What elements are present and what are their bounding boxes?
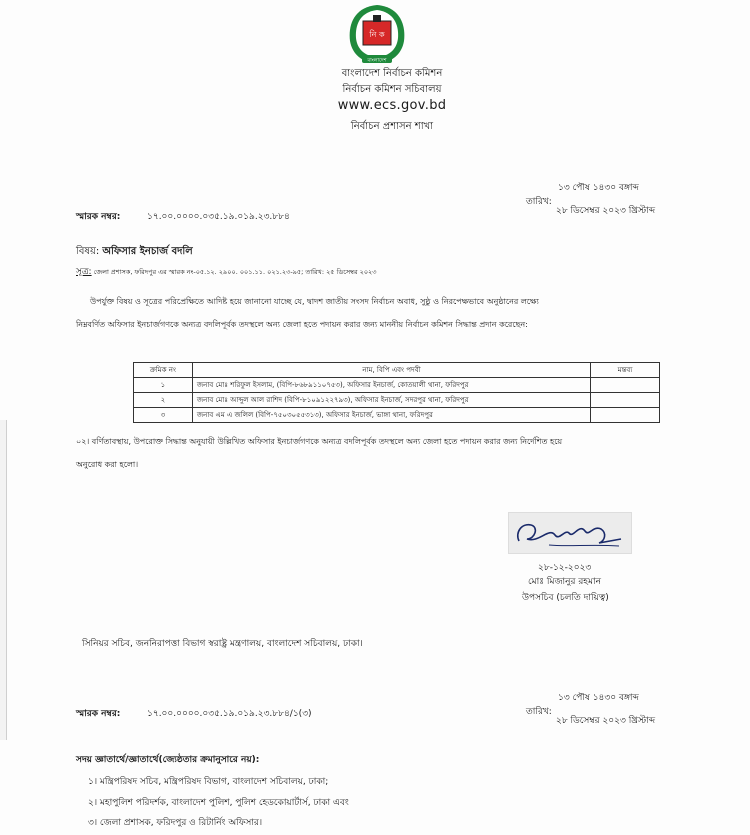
- signature-date: ২৮-১২-২০২৩: [538, 563, 592, 573]
- subject-label: বিষয়:: [76, 246, 100, 257]
- logo-ribbon: বাংলাদেশ: [367, 57, 387, 64]
- column-header-remarks: মন্তব্য: [591, 363, 660, 378]
- cell-name: জনাব মোঃ শরিফুল ইসলাম, (বিপি-৮৬৮৯১১০৭৫৩), অফিসার ইনচার্জ, কোতয়ালী থানা, ফরিদপুর: [192, 378, 590, 393]
- memo-label-2: স্মারক নম্বর:: [76, 709, 121, 719]
- cell-serial: ২: [134, 393, 193, 408]
- scan-left-edge: [0, 420, 7, 740]
- paragraph-2-line-1: ০২। বর্ণিতাবস্থায়, উপরোক্ত সিদ্ধান্ত অনুযায়ী উল্লিখিত অফিসার ইনচার্জগণকে অন্যত্র বদলিপূর্বক তদস্থলে অন্য জেলা হতে পদায়ন করার জন্য নির্দেশিত হয়ে: [76, 437, 563, 446]
- memo-number-2: ১৭.০০.০০০০.০৩৫.১৯.০১৯.২৩.৮৮৪/১(৩): [147, 709, 312, 719]
- table-row: [134, 408, 660, 423]
- branch-name: নির্বাচন প্রশাসন শাখা: [350, 121, 434, 132]
- date-label-2: তারিখ:: [526, 707, 552, 717]
- table-row: [134, 378, 660, 393]
- paragraph-1-line-1: উপর্যুক্ত বিষয় ও সূত্রের পরিপ্রেক্ষিতে আদিষ্ট হয়ে জানানো যাচ্ছে যে, দ্বাদশ জাতীয় সংসদ নির্বাচন অবাধ, সুষ্ঠু ও নিরপেক্ষভাবে অনুষ্ঠানের লক্ষ্যে: [90, 297, 539, 306]
- copy-to-item: ১। মন্ত্রিপরিষদ সচিব, মন্ত্রিপরিষদ বিভাগ, বাংলাদেশ সচিবালয়, ঢাকা;: [88, 777, 329, 787]
- date-english-1: ২৮ ডিসেম্বর ২০২৩ খ্রিস্টাব্দ: [556, 206, 656, 216]
- logo-initials: নি ক: [369, 30, 385, 39]
- table-row: [134, 393, 660, 408]
- date-bangla-2: ১৩ পৌষ ১৪৩০ বঙ্গাব্দ: [558, 693, 639, 703]
- column-header-serial: ক্রমিক নং: [134, 363, 193, 378]
- cell-remarks: [591, 408, 660, 423]
- copy-to-item: ৩। জেলা প্রশাসক, ফরিদপুর ও রিটার্নিং অফিসার।: [88, 818, 263, 828]
- officer-transfer-table: [133, 362, 660, 423]
- cell-name: জনাব মোঃ আব্দুল আল রাশিদ (বিপি-৮১০৯১২২৭৯৩), অফিসার ইনচার্জ, সদরপুর থানা, ফরিদপুর: [192, 393, 590, 408]
- table-header-row: [134, 363, 660, 378]
- website-link[interactable]: www.ecs.gov.bd: [337, 98, 447, 113]
- cell-serial: ৩: [134, 408, 193, 423]
- cell-serial: ১: [134, 378, 193, 393]
- election-commission-logo: [346, 3, 408, 67]
- column-header-name: নাম, বিপি এবং পদবী: [192, 363, 590, 378]
- copy-to-heading: সদয় জ্ঞাতার্থে/জ্ঞাতার্থে(জ্যেষ্ঠতার ক্রমানুসারে নয়):: [76, 755, 260, 765]
- cell-remarks: [591, 378, 660, 393]
- memo-label-1: স্মারক নম্বর:: [76, 212, 121, 222]
- source-line: [76, 264, 377, 279]
- date-label-1: তারিখ:: [526, 197, 552, 207]
- date-english-2: ২৮ ডিসেম্বর ২০২৩ খ্রিস্টাব্দ: [556, 716, 656, 726]
- org-name: বাংলাদেশ নির্বাচন কমিশন: [341, 68, 443, 79]
- subject-line: [76, 244, 193, 261]
- source-label: সূত্র:: [76, 267, 92, 277]
- copy-to-item: ২। মহাপুলিশ পরিদর্শক, বাংলাদেশ পুলিশ, পুলিশ হেডকোয়ার্টার্স, ঢাকা এবং: [88, 798, 349, 808]
- cell-remarks: [591, 393, 660, 408]
- signatory-designation: উপসচিব (চলতি দায়িত্ব): [522, 593, 609, 603]
- memo-number-1: ১৭.০০.০০০০.০৩৫.১৯.০১৯.২৩.৮৮৪: [147, 212, 290, 222]
- recipient-address: সিনিয়র সচিব, জননিরাপত্তা বিভাগ স্বরাষ্ট্র মন্ত্রণালয়, বাংলাদেশ সচিবালয়, ঢাকা।: [82, 639, 363, 649]
- secretariat-name: নির্বাচন কমিশন সচিবালয়: [342, 84, 442, 95]
- subject-text: অফিসার ইনচার্জ বদলি: [102, 246, 193, 257]
- source-text: জেলা প্রশাসক, ফরিদপুর এর স্মারক নং-০৫.১২. ২৯০০. ০০১.১১. ০২১.২৩-৯৫; তারিখ: ২৫ ডিসেম্বর ২০২৩: [93, 268, 377, 276]
- signature-box: [508, 512, 632, 554]
- cell-name: জনাব এম এ জলিল (বিপি-৭৫০৩০৫৫৩১৩), অফিসার ইনচার্জ, ভাঙ্গা থানা, ফরিদপুর: [192, 408, 590, 423]
- handwritten-signature: [509, 513, 631, 553]
- paragraph-2-line-2: অনুরোধ করা হলো।: [76, 460, 139, 469]
- signatory-name: মোঃ মিজানুর রহমান: [528, 577, 601, 587]
- date-bangla-1: ১৩ পৌষ ১৪৩০ বঙ্গাব্দ: [558, 183, 639, 193]
- paragraph-1-line-2: নিম্নবর্ণিত অফিসার ইনচার্জগণকে অন্যত্র বদলিপূর্বক তদস্থলে অন্য জেলা হতে পদায়ন করার জন্য মাননীয় নির্বাচন কমিশন সিদ্ধান্ত প্রদান করেছেন:: [76, 320, 528, 329]
